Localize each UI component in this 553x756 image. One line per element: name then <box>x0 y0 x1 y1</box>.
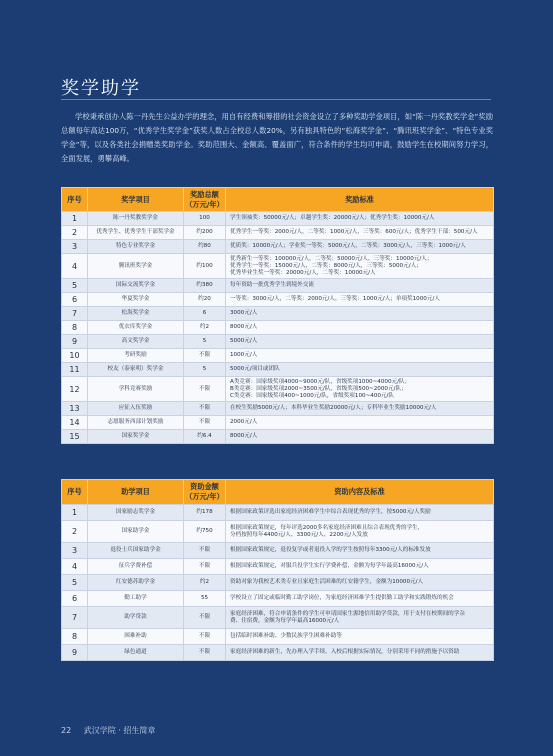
row-number: 2 <box>62 521 88 543</box>
row-amount: 约200 <box>184 226 226 240</box>
row-number: 3 <box>62 543 88 559</box>
row-project: 腾讯班奖学金 <box>88 254 184 279</box>
row-standard: 优质奖：10000元/人；学业奖一等奖：5000元/人，二等奖：3000元/人，三等奖：1000元/人 <box>226 240 494 254</box>
row-project: 松海奖学金 <box>88 307 184 321</box>
row-number: 1 <box>62 505 88 521</box>
table-row <box>62 293 494 307</box>
row-project: 国家励志奖学金 <box>88 505 184 521</box>
row-number: 4 <box>62 559 88 575</box>
row-amount: 不限 <box>184 349 226 363</box>
table-row <box>62 377 494 402</box>
row-amount: 不限 <box>184 402 226 416</box>
grant-table-header <box>62 480 494 505</box>
row-project: 校友（泰家明）奖学金 <box>88 363 184 377</box>
row-standard: 8000元/人 <box>226 430 494 444</box>
row-standard: 家庭经济困难，符合申请条件的学生可申请国家生源地信用助学贷款，用于支付在校期间的学杂 费、住宿费，金额为每学年最高16000元/人 <box>226 607 494 629</box>
row-number: 6 <box>62 293 88 307</box>
row-number: 15 <box>62 430 88 444</box>
row-standard: 优秀学生一等奖：2000元/人，二等奖：1000元/人，三等奖：600元/人；优秀学生干部：500元/人 <box>226 226 494 240</box>
row-project: 应征入伍奖励 <box>88 402 184 416</box>
table-row <box>62 416 494 430</box>
row-project: 征兵学费补偿 <box>88 559 184 575</box>
row-number: 13 <box>62 402 88 416</box>
row-project: 考研奖励 <box>88 349 184 363</box>
row-amount: 不限 <box>184 543 226 559</box>
row-number: 12 <box>62 377 88 402</box>
table-row <box>62 402 494 416</box>
row-amount: 不限 <box>184 416 226 430</box>
table-row <box>62 543 494 559</box>
row-project: 优秀学生、优秀学生干部奖学金 <box>88 226 184 240</box>
row-project: 优衣库奖学金 <box>88 321 184 335</box>
row-standard: 1000元/人 <box>226 349 494 363</box>
row-number: 3 <box>62 240 88 254</box>
row-standard: 2000元/人 <box>226 416 494 430</box>
table-row <box>62 591 494 607</box>
row-standard: 在校生奖励5000元/人；本科毕业生奖励20000元/人；专科毕业生奖励10000元/人 <box>226 402 494 416</box>
row-project: 高文奖学金 <box>88 335 184 349</box>
table-row <box>62 521 494 543</box>
col-header-project: 奖学项目 <box>88 188 184 212</box>
col-header-no: 序号 <box>62 188 88 212</box>
table-row <box>62 279 494 293</box>
row-standard: 根据国家政策规定，每年评选2000多名家庭经济困难且综合表现优秀的学生， 分档按照每年4400元/人、3300元/人、2200元/人发放 <box>226 521 494 543</box>
row-number: 5 <box>62 575 88 591</box>
scholarship-table <box>61 187 494 444</box>
table-row <box>62 254 494 279</box>
row-number: 5 <box>62 279 88 293</box>
row-project: 助学贷款 <box>88 607 184 629</box>
row-standard: 5000元/项目或团队 <box>226 363 494 377</box>
row-standard: 学校设立了固定或临时勤工助学岗位，为家庭经济困难学生提供勤工助学和实践锻炼的机会 <box>226 591 494 607</box>
row-project: 华夏奖学金 <box>88 293 184 307</box>
row-amount: 5 <box>184 363 226 377</box>
row-project: 国家助学金 <box>88 521 184 543</box>
table-row <box>62 559 494 575</box>
page-title: 奖学助学 <box>61 78 141 99</box>
row-amount: 约6.4 <box>184 430 226 444</box>
row-project: 国家奖学金 <box>88 430 184 444</box>
row-amount: 约100 <box>184 254 226 279</box>
row-project: 志愿服务西部计划奖励 <box>88 416 184 430</box>
table-row <box>62 240 494 254</box>
row-amount: 不限 <box>184 645 226 661</box>
row-project: 退役士兵国家助学金 <box>88 543 184 559</box>
row-standard: 每年资助一批优秀学生到境外交流 <box>226 279 494 293</box>
row-amount: 不限 <box>184 607 226 629</box>
table-row <box>62 363 494 377</box>
row-number: 4 <box>62 254 88 279</box>
row-amount: 约380 <box>184 279 226 293</box>
row-project: 勤工助学 <box>88 591 184 607</box>
col-header-amount: 资助金额（万元/年） <box>184 480 226 505</box>
scholarship-table-header <box>62 188 494 212</box>
col-header-standard: 奖励标准 <box>226 188 494 212</box>
table-row <box>62 575 494 591</box>
row-standard: 包括临时困难补助、少数民族学生困难补助等 <box>226 629 494 645</box>
row-standard: 5000元/人 <box>226 335 494 349</box>
table-row <box>62 430 494 444</box>
row-standard: 一等奖：3000元/人，二等奖：2000元/人，三等奖：1000元/人；单项奖1000元/人 <box>226 293 494 307</box>
row-standard: 3000元/人 <box>226 307 494 321</box>
row-amount: 约2 <box>184 321 226 335</box>
row-amount: 55 <box>184 591 226 607</box>
table-row <box>62 607 494 629</box>
row-amount: 不限 <box>184 629 226 645</box>
row-amount: 6 <box>184 307 226 321</box>
col-header-standard: 资助内容及标准 <box>226 480 494 505</box>
table-row <box>62 505 494 521</box>
row-amount: 5 <box>184 335 226 349</box>
table-row <box>62 349 494 363</box>
row-amount: 不限 <box>184 559 226 575</box>
row-number: 11 <box>62 363 88 377</box>
intro-paragraph: 学校秉承创办人陈一丹先生公益办学的理念，用自有经费和筹措的社会资金设立了多种奖助学金项目，如“陈一丹奖教奖学金”奖励总额每年高达100万，“优秀学生奖学金”获奖人数占全校总人数20%，另有独具特色的“松海奖学金”、“腾讯班奖学金”、“特色专业奖学金”等，以及各类社会捐赠类奖助学金。奖助范围大、金额高、覆盖面广，符合条件的学生均可申请，鼓励学生在校期间努力学习，全面发展，勇攀高峰。 <box>61 112 493 163</box>
row-number: 9 <box>62 335 88 349</box>
row-standard: 根据国家政策规定，对服兵役学生实行学费补偿，金额为每学年最高16000元/人 <box>226 559 494 575</box>
row-project: 困难补助 <box>88 629 184 645</box>
table-row <box>62 335 494 349</box>
row-number: 7 <box>62 307 88 321</box>
row-number: 1 <box>62 212 88 226</box>
row-standard: A类竞赛：国家级奖项4000~9000元/队，省级奖项1000~4000元/队； B类竞赛：国家级奖项2000~3500元/队，省级奖项500~2000元/队； C类竞赛：国家级奖项400~1000元/队，省级奖项100~400元/队 <box>226 377 494 402</box>
row-standard: 8000元/人 <box>226 321 494 335</box>
table-row <box>62 212 494 226</box>
row-number: 9 <box>62 645 88 661</box>
page-number: 22 <box>61 726 72 735</box>
page-footer <box>61 725 155 736</box>
row-number: 8 <box>62 629 88 645</box>
row-standard: 学生领袖奖：50000元/人；卓越学生奖：20000元/人；优秀学生奖：10000元/人 <box>226 212 494 226</box>
row-number: 8 <box>62 321 88 335</box>
row-amount: 约178 <box>184 505 226 521</box>
row-number: 10 <box>62 349 88 363</box>
table-row <box>62 629 494 645</box>
col-header-project: 助学项目 <box>88 480 184 505</box>
row-number: 7 <box>62 607 88 629</box>
row-project: 陈一丹奖教奖学金 <box>88 212 184 226</box>
row-number: 2 <box>62 226 88 240</box>
row-amount: 约20 <box>184 293 226 307</box>
table-row <box>62 307 494 321</box>
row-standard: 家庭经济困难的新生，先办理入学手续，入校后根据实际情况，分别采用不同的措施予以资助 <box>226 645 494 661</box>
row-project: 红安德苏助学金 <box>88 575 184 591</box>
row-amount: 100 <box>184 212 226 226</box>
row-amount: 约750 <box>184 521 226 543</box>
title-divider <box>61 99 491 100</box>
row-standard: 资助对象为我校艺术类专业且家庭生活困难的红安籍学生，金额为10000元/人 <box>226 575 494 591</box>
row-project: 绿色通道 <box>88 645 184 661</box>
col-header-amount: 奖励总额（万元/年） <box>184 188 226 212</box>
grant-table <box>61 479 494 661</box>
row-standard: 根据国家政策评选出家庭经济困难学生中综合表现优秀的学生，按5000元/人奖励 <box>226 505 494 521</box>
row-project: 学科竞赛奖励 <box>88 377 184 402</box>
table-row <box>62 645 494 661</box>
table-row <box>62 226 494 240</box>
row-number: 14 <box>62 416 88 430</box>
row-number: 6 <box>62 591 88 607</box>
row-project: 国际交流奖学金 <box>88 279 184 293</box>
row-amount: 不限 <box>184 377 226 402</box>
row-project: 特色专业奖学金 <box>88 240 184 254</box>
row-amount: 约80 <box>184 240 226 254</box>
col-header-no: 序号 <box>62 480 88 505</box>
row-standard: 优秀新生一等奖：100000元/人，二等奖：50000元/人，三等奖：10000元/人； 优秀学生一等奖：15000元/人，二等奖：8000元/人，三等奖：5000元/人； 优秀毕业生奖一等奖：20000元/人，二等奖：10000元/人 <box>226 254 494 279</box>
row-standard: 根据国家政策规定，退役复学或者退役入学的学生按照每年3300元/人的标准发放 <box>226 543 494 559</box>
table-row <box>62 321 494 335</box>
footer-school-name: 武汉学院 · 招生简章 <box>83 726 156 735</box>
row-amount: 约2 <box>184 575 226 591</box>
